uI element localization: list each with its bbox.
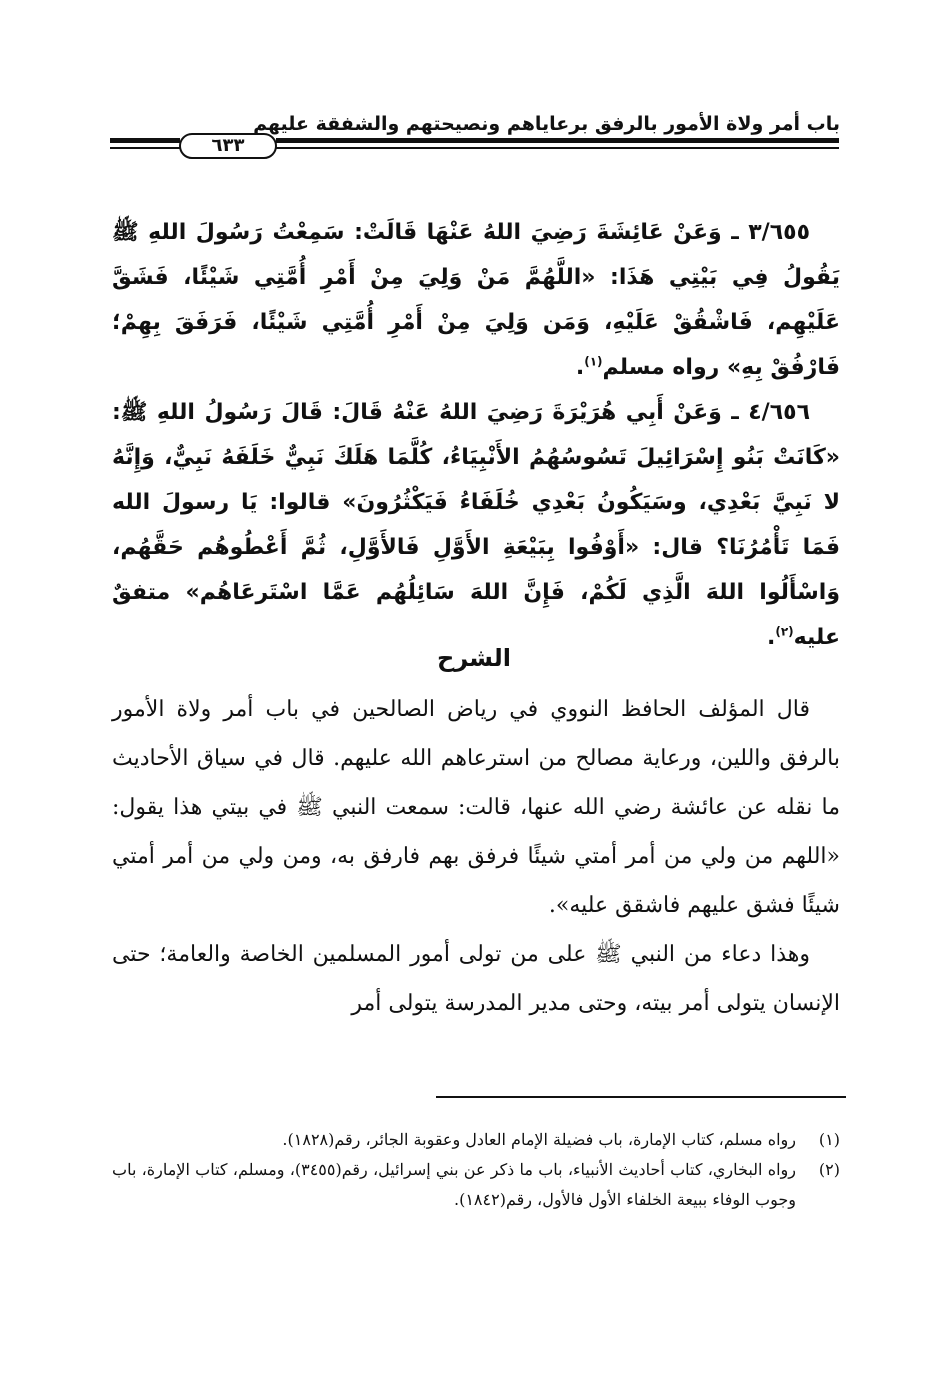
header-rule-thick (276, 138, 839, 143)
commentary-body (112, 685, 840, 1028)
footnote-number: (١) (818, 1130, 840, 1149)
hadith-end: . (767, 625, 776, 650)
hadith-text: ٣/٦٥٥ ـ وَعَنْ عَائِشَةَ رَضِيَ اللهُ عَنْهَا قَالَتْ: سَمِعْتُ رَسُولَ اللهِ ﷺ يَقُولُ فِي بَيْتِي هَذَا: «اللَّهُمَّ مَنْ وَلِيَ مِنْ أَمْرِ أُمَّتِي شَيْئًا، فَشَقَّ عَلَيْهِم، فَاشْقُقْ عَلَيْهِ، وَمَن وَلِيَ مِنْ أَمْرِ أُمَّتِي شَيْئًا، فَرَفَقَ بِهِمْ؛ فَارْفُقْ بِهِ» رواه مسلم (112, 220, 840, 380)
footnote (112, 1125, 840, 1155)
header-rule-thin (110, 147, 180, 149)
commentary-paragraph: قال المؤلف الحافظ النووي في رياض الصالحين في باب أمر ولاة الأمور بالرفق واللين، ورعاية مصالح من استرعاهم الله عليهم. قال في سياق الأحاديث ما نقله عن عائشة رضي الله عنها، قالت: سمعت النبي ﷺ في بيتي هذا يقول: «اللهم من ولي من أمر أمتي شيئًا فرفق بهم فارفق به، ومن ولي من أمر أمتي شيئًا فشق عليهم فاشقق عليه». (112, 697, 840, 918)
commentary-paragraph: وهذا دعاء من النبي ﷺ على من تولى أمور المسلمين الخاصة والعامة؛ حتى الإنسان يتولى أمر بيته، وحتى مدير المدرسة يتولى أمر (112, 942, 840, 1016)
hadith-text: ٤/٦٥٦ ـ وَعَنْ أَبِي هُرَيْرَةَ رَضِيَ اللهُ عَنْهُ قَالَ: قَالَ رَسُولُ اللهِ ﷺ: «كَانَتْ بَنُو إِسْرَائِيلَ تَسُوسُهُمُ الأَنْبِيَاءُ، كُلَّمَا هَلَكَ نَبِيٌّ خَلَفَهُ نَبِيٌّ، وَإِنَّهُ لا نَبِيَّ بَعْدِي، وسَيَكُونُ بَعْدِي خُلَفَاءُ فَيَكْثُرُونَ» قالوا: يَا رسولَ الله فَمَا تَأْمُرُنَا؟ قال: «أَوْفُوا بِبَيْعَةِ الأَوَّلِ فَالأَوَّلِ، ثُمَّ أَعْطُوهُم حَقَّهُم، وَاسْأَلُوا اللهَ الَّذِي لَكُمْ، فَإِنَّ اللهَ سَائِلُهُم عَمَّا اسْتَرعَاهُم» متفقٌ عليه (112, 400, 840, 650)
footnotes (112, 1125, 840, 1215)
hadith-end: . (575, 355, 585, 380)
hadith-section (112, 210, 840, 660)
footnote-separator (436, 1096, 846, 1098)
footnote-number: (٢) (818, 1160, 840, 1179)
hadith-656 (112, 390, 840, 660)
footnote (112, 1155, 840, 1215)
footnote-reference: (٢) (775, 624, 794, 639)
commentary-heading: الشرح (437, 644, 511, 672)
header-rule-thick (110, 138, 180, 143)
footnote-text: رواه البخاري، كتاب أحاديث الأنبياء، باب ما ذكر عن بني إسرائيل، رقم(٣٤٥٥)، ومسلم، كتاب الإمارة، باب وجوب الوفاء ببيعة الخلفاء الأول فالأول، رقم(١٨٤٢). (112, 1160, 796, 1209)
header-rule-thin (276, 147, 839, 149)
header-rule-left (110, 138, 180, 152)
header-rule-right (276, 138, 839, 152)
footnote-reference: (١) (584, 354, 603, 369)
page-number: ٦٣٣ (179, 133, 277, 159)
footnote-text: رواه مسلم، كتاب الإمارة، باب فضيلة الإمام العادل وعقوبة الجائر، رقم(١٨٢٨). (282, 1130, 796, 1149)
hadith-655 (112, 210, 840, 390)
running-header-title: باب أمر ولاة الأمور بالرفق برعاياهم ونصيحتهم والشفقة عليهم (253, 113, 840, 135)
